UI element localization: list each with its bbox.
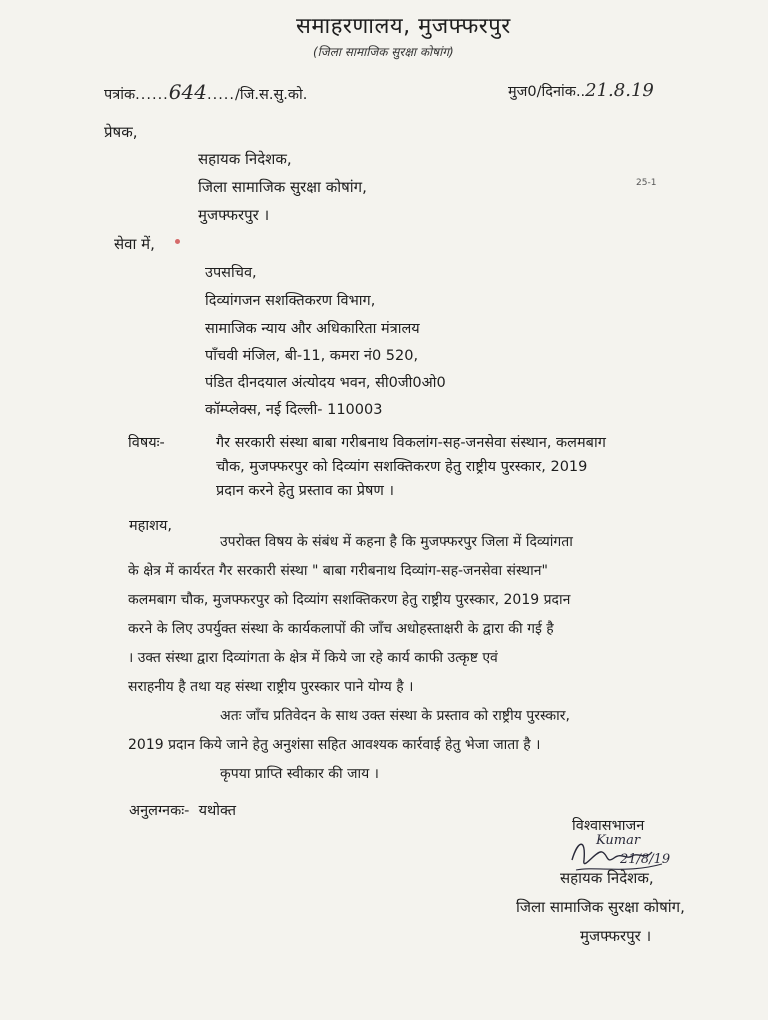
signature-name: Kumar	[596, 833, 641, 848]
subject-label: विषयः-	[128, 435, 165, 451]
subject-line: चौक, मुजफ्फरपुर को दिव्यांग सशक्तिकरण हेतु राष्ट्रीय पुरस्कार, 2019	[216, 459, 588, 475]
body-line: कृपया प्राप्ति स्वीकार की जाय ।	[220, 766, 379, 782]
letter-number-label: पत्रांक	[104, 87, 136, 103]
enclosure	[129, 800, 236, 820]
ink-dot	[175, 239, 180, 244]
letter-number: पत्रांक......644...../जि.स.सु.को.	[104, 80, 308, 104]
body-line: सराहनीय है तथा यह संस्था राष्ट्रीय पुरस्कार पाने योग्य है ।	[128, 679, 414, 695]
subject-line: गैर सरकारी संस्था बाबा गरीबनाथ विकलांग-सह-जनसेवा संस्थान, कलमबाग	[216, 435, 606, 451]
sender-line: मुजफ्फरपुर ।	[198, 206, 270, 224]
letter-date: मुज0/दिनांक..21.8.19	[508, 80, 654, 101]
body-line: उपरोक्त विषय के संबंध में कहना है कि मुजफ्फरपुर जिला में दिव्यांगता	[220, 534, 573, 550]
closing-line: जिला सामाजिक सुरक्षा कोषांग,	[516, 898, 685, 916]
enclosure-label: अनुलग्नकः-	[129, 803, 190, 819]
body-line: के क्षेत्र में कार्यरत गैर सरकारी संस्था " बाबा गरीबनाथ दिव्यांग-सह-जनसेवा संस्थान"	[128, 563, 548, 579]
signature-date: 21/8/19	[620, 852, 671, 867]
date-label: मुज0/दिनांक	[508, 84, 576, 100]
closing-line: सहायक निदेशक,	[560, 869, 654, 887]
sender-line: सहायक निदेशक,	[198, 150, 292, 168]
recipient-line: पाँचवी मंजिल, बी-11, कमरा नं0 520,	[205, 348, 419, 364]
closing-yours: विश्वासभाजन	[572, 818, 645, 834]
recipient-line: दिव्यांगजन सशक्तिकरण विभाग,	[205, 293, 376, 309]
office-title: समाहरणालय, मुजफ्फरपुर	[296, 14, 511, 39]
sender-line: जिला सामाजिक सुरक्षा कोषांग,	[198, 178, 367, 196]
body-line: 2019 प्रदान किये जाने हेतु अनुशंसा सहित आवश्यक कार्रवाई हेतु भेजा जाता है ।	[128, 737, 541, 753]
recipient-line: कॉम्प्लेक्स, नई दिल्ली- 110003	[205, 402, 383, 418]
body-line: कलमबाग चौक, मुजफ्फरपुर को दिव्यांग सशक्तिकरण हेतु राष्ट्रीय पुरस्कार, 2019 प्रदान	[128, 592, 571, 608]
recipient-line: सामाजिक न्याय और अधिकारिता मंत्रालय	[205, 321, 420, 337]
recipient-line: उपसचिव,	[205, 265, 257, 281]
sender-label: प्रेषक,	[104, 123, 138, 141]
letter-number-suffix: /जि.स.सु.को.	[235, 87, 308, 103]
subject-line: प्रदान करने हेतु प्रस्ताव का प्रेषण ।	[216, 483, 394, 499]
body-line: । उक्त संस्था द्वारा दिव्यांगता के क्षेत्र में किये जा रहे कार्य काफी उत्कृष्ट एवं	[128, 650, 498, 666]
margin-mark: 25-1	[636, 178, 657, 188]
letter-number-value: 644	[168, 80, 207, 104]
body-line: करने के लिए उपर्युक्त संस्था के कार्यकलापों की जाँच अधोहस्ताक्षरी के द्वारा की गई है	[128, 621, 554, 637]
department-subtitle: (जिला सामाजिक सुरक्षा कोषांग)	[313, 45, 454, 59]
date-value: 21.8.19	[585, 80, 654, 101]
recipient-label: सेवा में,	[114, 235, 155, 253]
enclosure-value: यथोक्त	[198, 803, 237, 819]
recipient-line: पंडित दीनदयाल अंत्योदय भवन, सी0जी0ओ0	[205, 375, 446, 391]
body-line: अतः जाँच प्रतिवेदन के साथ उक्त संस्था के प्रस्ताव को राष्ट्रीय पुरस्कार,	[220, 708, 570, 724]
salutation: महाशय,	[129, 518, 173, 534]
closing-line: मुजफ्फरपुर ।	[580, 927, 652, 945]
